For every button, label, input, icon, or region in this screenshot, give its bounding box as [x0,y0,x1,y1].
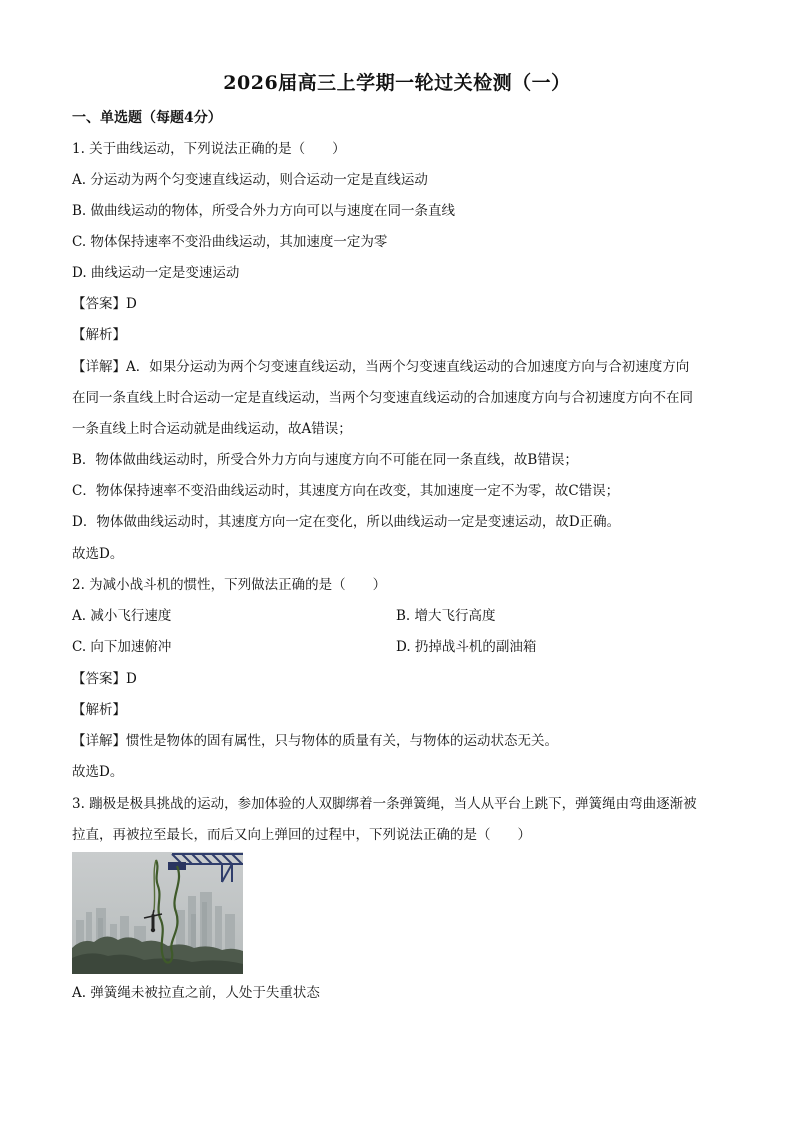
q1-detail-line: 一条直线上时合运动就是曲线运动，故A错误； [72,421,352,437]
q2-option-c: C. 向下加速俯冲 [72,639,172,655]
q1-stem: 1. 关于曲线运动，下列说法正确的是（ ） [72,141,346,157]
q3-option-a: A. 弹簧绳未被拉直之前，人处于失重状态 [72,985,320,1001]
q1-conclusion: 故选D。 [72,546,124,562]
q3-stem-line: 3. 蹦极是极具挑战的运动，参加体验的人双脚绑着一条弹簧绳，当人从平台上跳下，弹簧绳由弯曲逐渐被 [72,796,697,812]
q2-option-d: D. 扔掉战斗机的副油箱 [396,639,537,655]
q1-option-d: D. 曲线运动一定是变速运动 [72,265,240,281]
page-title: 2026届高三上学期一轮过关检测（一） [223,72,571,94]
q1-option-a: A. 分运动为两个匀变速直线运动，则合运动一定是直线运动 [72,172,428,188]
q2-answer: 【答案】D [72,671,137,687]
q2-conclusion: 故选D。 [72,764,124,780]
q2-option-b: B. 增大飞行高度 [396,608,496,624]
q3-stem-line: 拉直，再被拉至最长，而后又向上弹回的过程中，下列说法正确的是（ ） [72,827,531,843]
q1-detail-line: D．物体做曲线运动时，其速度方向一定在变化，所以曲线运动一定是变速运动，故D正确。 [72,514,621,530]
q1-detail-line: C．物体保持速率不变沿曲线运动时，其速度方向在改变，其加速度一定不为零，故C错误； [72,483,620,499]
q2-option-a: A. 减小飞行速度 [72,608,172,624]
q2-stem: 2. 为减小战斗机的惯性，下列做法正确的是（ ） [72,577,387,593]
q2-detail-line: 【详解】惯性是物体的固有属性，只与物体的质量有关，与物体的运动状态无关。 [72,733,558,749]
bungee-photo [72,852,243,974]
section-heading: 一、单选题（每题4分） [72,110,222,126]
q1-option-b: B. 做曲线运动的物体，所受合外力方向可以与速度在同一条直线 [72,203,456,219]
q1-detail-line: 【详解】A．如果分运动为两个匀变速直线运动，当两个匀变速直线运动的合加速度方向与合初速度方向 [72,359,690,375]
q2-analysis-label: 【解析】 [72,702,126,718]
q1-answer: 【答案】D [72,296,137,312]
q1-detail-line: B．物体做曲线运动时，所受合外力方向与速度方向不可能在同一条直线，故B错误； [72,452,578,468]
q1-option-c: C. 物体保持速率不变沿曲线运动，其加速度一定为零 [72,234,388,250]
q1-analysis-label: 【解析】 [72,327,126,343]
q1-detail-line: 在同一条直线上时合运动一定是直线运动，当两个匀变速直线运动的合加速度方向与合初速度方向不在同 [72,390,693,406]
